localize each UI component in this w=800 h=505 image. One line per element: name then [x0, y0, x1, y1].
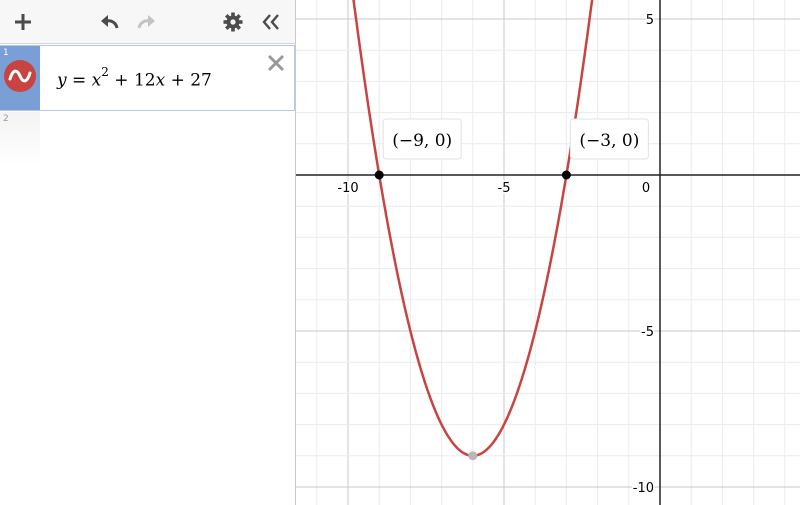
expression-row-empty[interactable] [0, 112, 295, 164]
formula-tail: + 27 [165, 70, 212, 91]
y-tick-label: 5 [645, 13, 654, 28]
add-expression-button[interactable] [6, 0, 40, 44]
formula-mid: + 12 [108, 70, 156, 91]
gear-icon [223, 12, 243, 32]
formula-exponent: 2 [101, 65, 109, 79]
x-intercept-point [375, 171, 384, 180]
formula-lhs: y [57, 70, 67, 91]
formula-x1: x [91, 70, 102, 91]
graph-paper[interactable] [296, 0, 800, 505]
expression-gutter [0, 112, 40, 164]
x-tick-label: 0 [641, 181, 651, 196]
wave-icon [8, 68, 32, 84]
undo-button[interactable] [94, 0, 124, 44]
x-tick-label: -10 [337, 181, 359, 196]
x-tick-label: -5 [497, 181, 511, 196]
formula-x2: x [155, 70, 166, 91]
point-label: (−3, 0) [579, 131, 640, 151]
graph-style-toggle[interactable] [4, 60, 36, 92]
formula-eq: = [66, 70, 92, 91]
plus-icon [13, 12, 33, 32]
delete-expression-button[interactable] [265, 52, 287, 74]
expression-gutter [0, 46, 40, 110]
y-tick-label: -10 [632, 481, 654, 496]
close-icon [267, 54, 285, 72]
undo-icon [97, 12, 121, 32]
expression-panel [0, 0, 295, 505]
x-intercept-point [562, 171, 571, 180]
expression-toolbar [0, 0, 295, 44]
settings-button[interactable] [218, 0, 248, 44]
collapse-panel-button[interactable] [256, 0, 286, 44]
redo-icon [135, 12, 159, 32]
vertex-point [468, 451, 477, 460]
expression-row[interactable] [0, 45, 295, 111]
expression-formula[interactable] [57, 65, 212, 91]
expression-index: 2 [3, 114, 9, 124]
redo-button[interactable] [132, 0, 162, 44]
point-label: (−9, 0) [392, 131, 453, 151]
y-tick-label: -5 [641, 325, 654, 340]
expression-index: 1 [3, 48, 9, 58]
double-chevron-left-icon [261, 12, 281, 32]
graph-canvas[interactable] [296, 0, 800, 505]
